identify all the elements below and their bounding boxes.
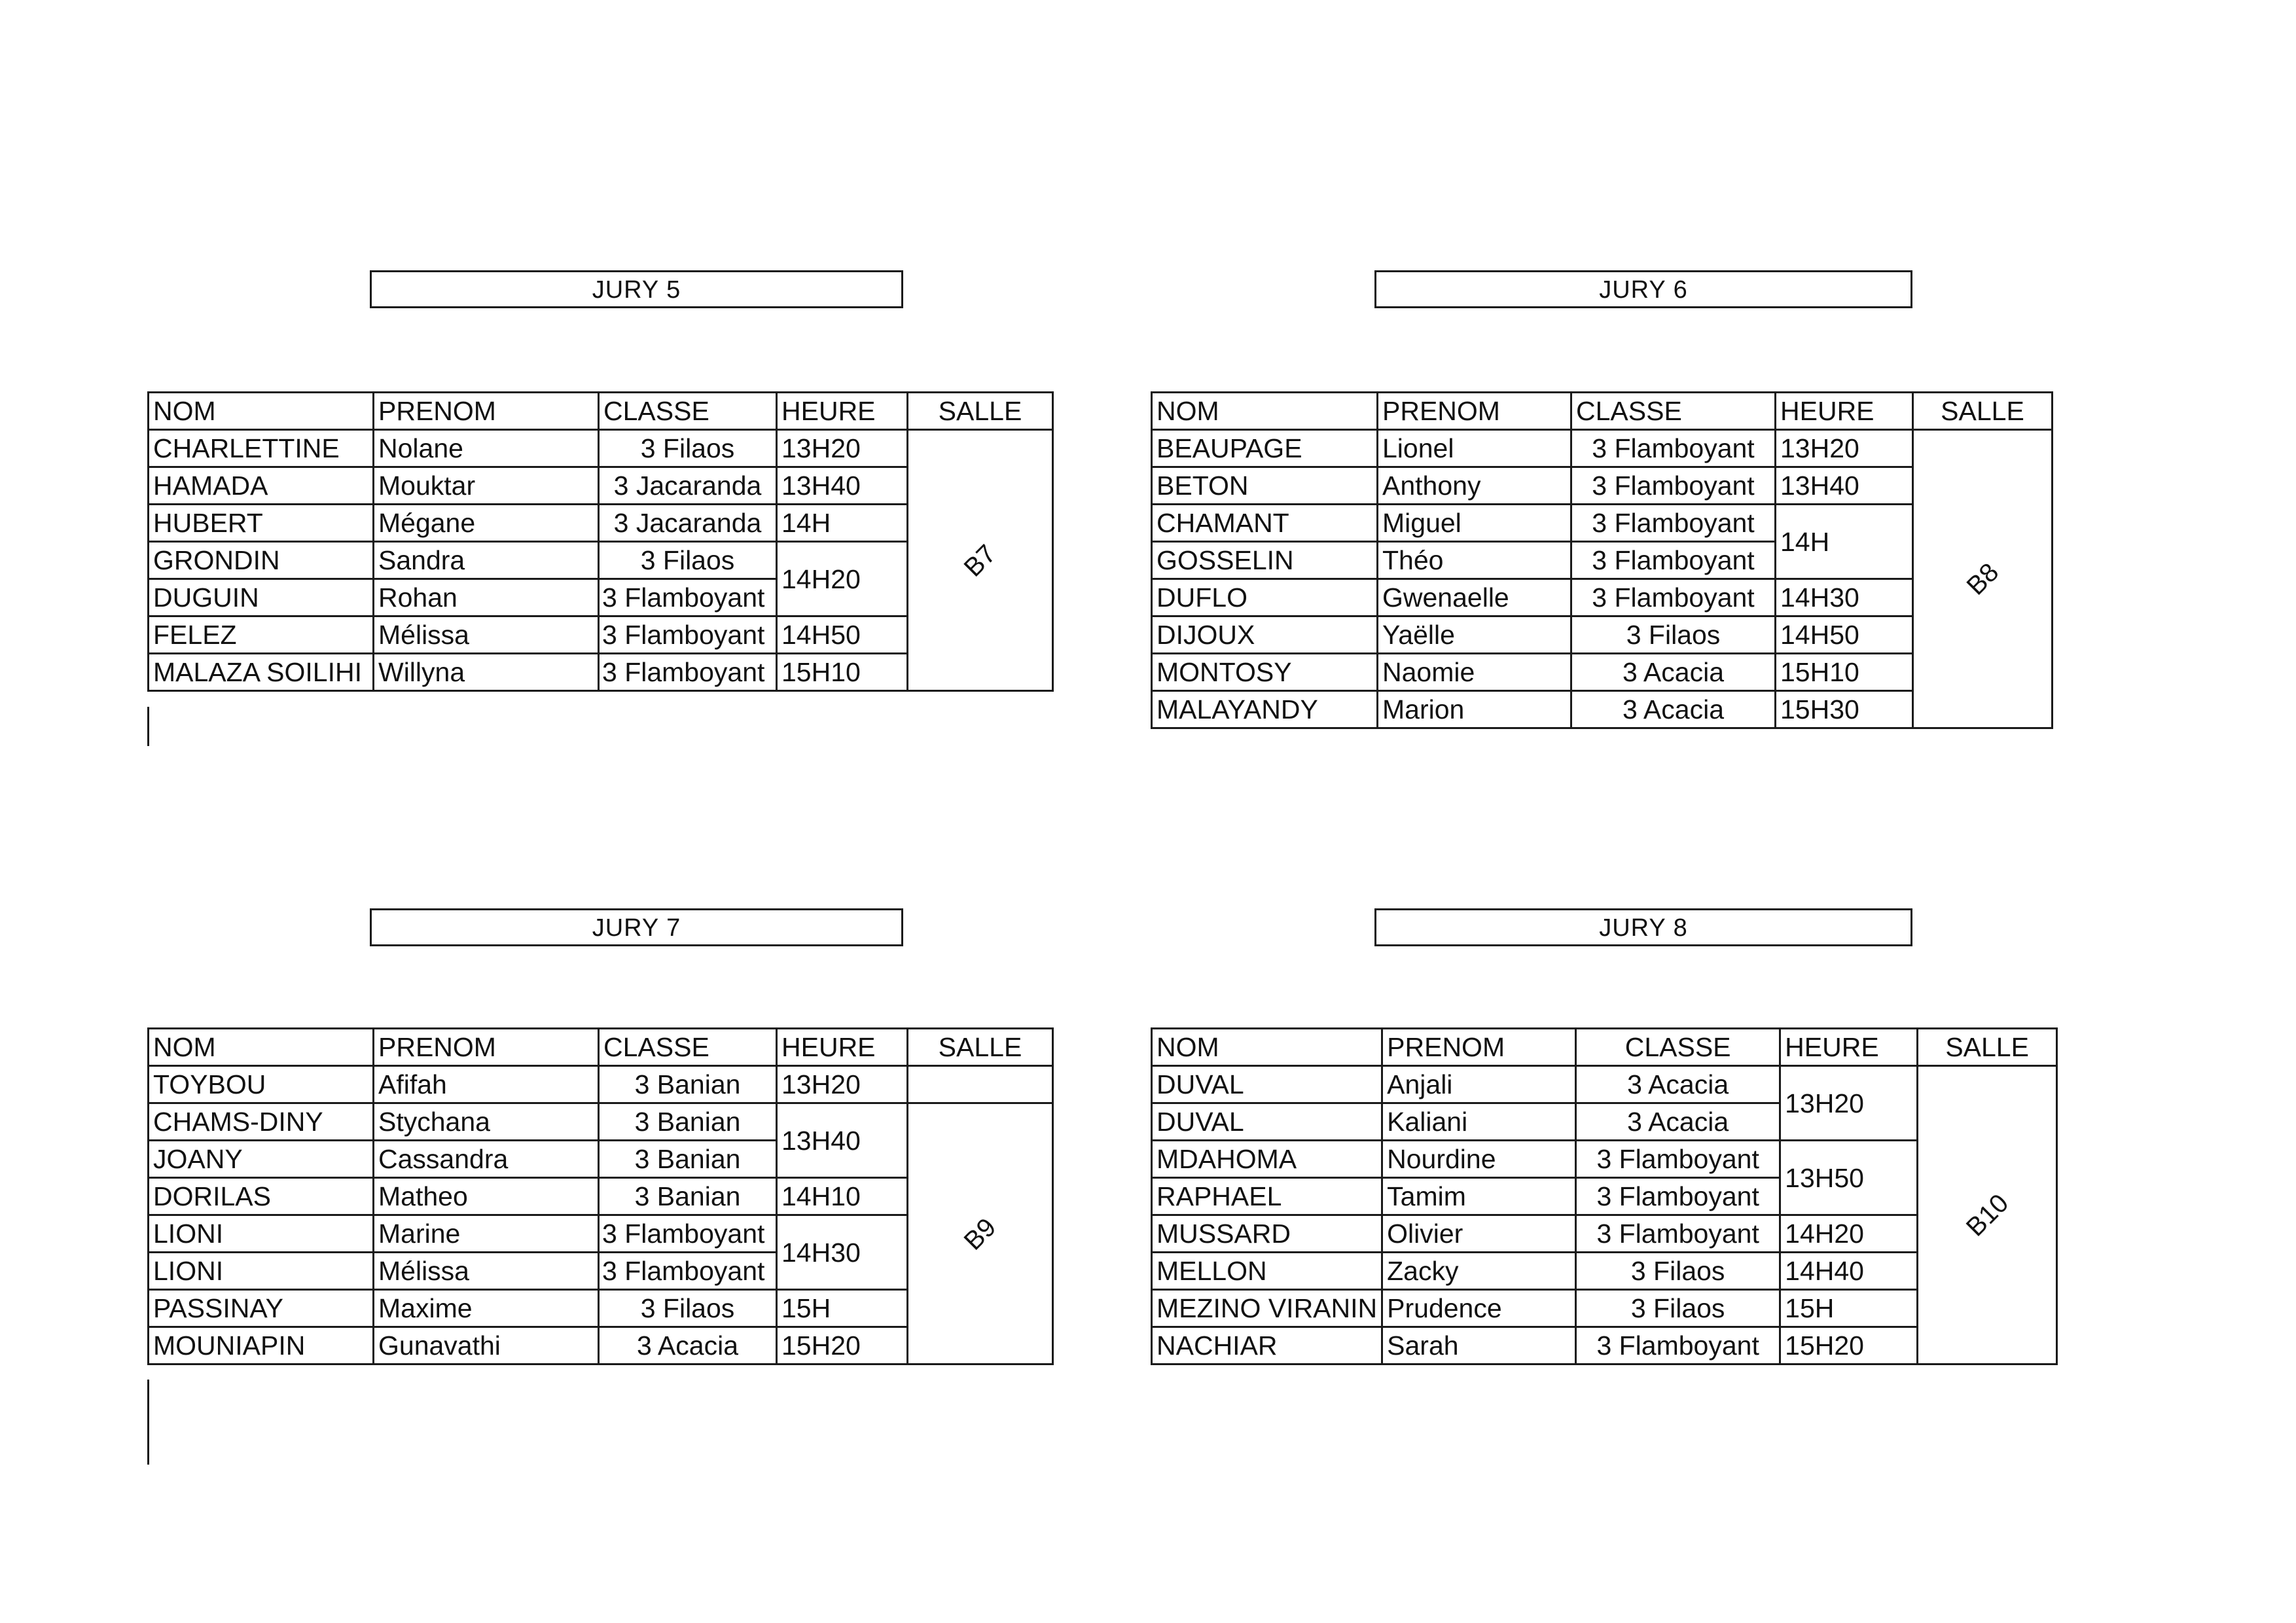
cell-heure: 14H20 (777, 542, 908, 616)
cell-nom: MDAHOMA (1152, 1141, 1382, 1178)
cell-classe: 3 Banian (599, 1066, 777, 1103)
cell-classe: 3 Acacia (1571, 654, 1776, 691)
cell-prenom: Mélissa (374, 1253, 599, 1290)
cell-classe: 3 Filaos (1576, 1290, 1780, 1327)
cell-prenom: Willyna (374, 654, 599, 691)
header-prenom: PRENOM (1378, 393, 1571, 430)
table-row (1152, 1066, 2057, 1103)
header-salle: SALLE (1913, 393, 2053, 430)
cell-nom: HAMADA (149, 467, 374, 505)
cell-nom: FELEZ (149, 616, 374, 654)
cell-prenom: Rohan (374, 579, 599, 616)
cell-nom: MONTOSY (1152, 654, 1378, 691)
cell-prenom: Mouktar (374, 467, 599, 505)
jury-7-table-wrap (147, 1027, 1054, 1365)
cell-classe: 3 Jacaranda (599, 467, 777, 505)
table-border-line (147, 1380, 149, 1465)
cell-classe: 3 Banian (599, 1178, 777, 1215)
cell-classe: 3 Flamboyant (1571, 579, 1776, 616)
jury-7-table (147, 1027, 1054, 1365)
cell-classe: 3 Acacia (1576, 1066, 1780, 1103)
cell-prenom: Mélissa (374, 616, 599, 654)
cell-nom: JOANY (149, 1141, 374, 1178)
cell-classe: 3 Banian (599, 1141, 777, 1178)
cell-classe: 3 Flamboyant (1576, 1327, 1780, 1364)
cell-heure: 13H50 (1780, 1141, 1918, 1215)
header-nom: NOM (1152, 393, 1378, 430)
header-salle: SALLE (1918, 1029, 2057, 1066)
cell-heure: 15H10 (1776, 654, 1913, 691)
jury-5-table (147, 391, 1054, 692)
cell-classe: 3 Flamboyant (1576, 1215, 1780, 1253)
cell-prenom: Miguel (1378, 505, 1571, 542)
cell-prenom: Nolane (374, 430, 599, 467)
header-classe: CLASSE (1571, 393, 1776, 430)
cell-heure: 13H40 (1776, 467, 1913, 505)
header-classe: CLASSE (599, 393, 777, 430)
cell-nom: CHAMANT (1152, 505, 1378, 542)
cell-classe: 3 Flamboyant (599, 654, 777, 691)
cell-heure: 13H20 (1780, 1066, 1918, 1141)
cell-salle (1913, 430, 2053, 728)
cell-classe: 3 Flamboyant (599, 1215, 777, 1253)
header-prenom: PRENOM (374, 393, 599, 430)
cell-heure: 14H50 (777, 616, 908, 654)
cell-nom: MALAZA SOILIHI (149, 654, 374, 691)
cell-classe: 3 Acacia (1571, 691, 1776, 728)
cell-heure: 14H40 (1780, 1253, 1918, 1290)
jury-6-title: JURY 6 (1374, 270, 1912, 308)
jury-5-table-wrap (147, 391, 1054, 692)
cell-classe: 3 Filaos (1576, 1253, 1780, 1290)
cell-nom: BETON (1152, 467, 1378, 505)
cell-prenom: Théo (1378, 542, 1571, 579)
cell-nom: MOUNIAPIN (149, 1327, 374, 1364)
cell-prenom: Olivier (1382, 1215, 1576, 1253)
cell-nom: DUFLO (1152, 579, 1378, 616)
cell-prenom: Matheo (374, 1178, 599, 1215)
header-heure: HEURE (777, 1029, 908, 1066)
cell-nom: DORILAS (149, 1178, 374, 1215)
cell-prenom: Anthony (1378, 467, 1571, 505)
table-row (1152, 430, 2053, 467)
cell-nom: DIJOUX (1152, 616, 1378, 654)
cell-nom: LIONI (149, 1215, 374, 1253)
cell-prenom: Afifah (374, 1066, 599, 1103)
cell-classe: 3 Flamboyant (1571, 467, 1776, 505)
cell-heure: 15H10 (777, 654, 908, 691)
cell-heure: 14H (777, 505, 908, 542)
cell-heure: 15H (777, 1290, 908, 1327)
cell-prenom: Yaëlle (1378, 616, 1571, 654)
cell-heure: 14H (1776, 505, 1913, 579)
cell-nom: RAPHAEL (1152, 1178, 1382, 1215)
jury-8-table-wrap (1151, 1027, 2058, 1365)
salle-label: B7 (958, 539, 1002, 582)
cell-classe: 3 Flamboyant (1576, 1178, 1780, 1215)
cell-heure: 14H20 (1780, 1215, 1918, 1253)
cell-prenom: Lionel (1378, 430, 1571, 467)
cell-nom: NACHIAR (1152, 1327, 1382, 1364)
cell-salle (908, 1103, 1053, 1364)
jury-7-title: JURY 7 (370, 908, 903, 946)
cell-classe: 3 Filaos (599, 430, 777, 467)
cell-prenom: Sarah (1382, 1327, 1576, 1364)
cell-heure: 14H30 (777, 1215, 908, 1290)
cell-prenom: Gwenaelle (1378, 579, 1571, 616)
cell-heure: 15H20 (777, 1327, 908, 1364)
cell-prenom: Naomie (1378, 654, 1571, 691)
cell-salle (1918, 1066, 2057, 1364)
cell-prenom: Stychana (374, 1103, 599, 1141)
cell-heure: 15H30 (1776, 691, 1913, 728)
cell-heure: 13H40 (777, 467, 908, 505)
cell-prenom: Sandra (374, 542, 599, 579)
header-prenom: PRENOM (374, 1029, 599, 1066)
cell-prenom: Prudence (1382, 1290, 1576, 1327)
cell-nom: MEZINO VIRANIN (1152, 1290, 1382, 1327)
header-salle: SALLE (908, 393, 1053, 430)
cell-prenom: Maxime (374, 1290, 599, 1327)
cell-classe: 3 Acacia (1576, 1103, 1780, 1141)
cell-nom: MUSSARD (1152, 1215, 1382, 1253)
cell-nom: MALAYANDY (1152, 691, 1378, 728)
cell-heure: 14H30 (1776, 579, 1913, 616)
table-header-row (1152, 393, 2053, 430)
cell-classe: 3 Filaos (1571, 616, 1776, 654)
cell-classe: 3 Flamboyant (1571, 542, 1776, 579)
cell-heure: 14H10 (777, 1178, 908, 1215)
cell-classe: 3 Banian (599, 1103, 777, 1141)
cell-classe: 3 Jacaranda (599, 505, 777, 542)
table-header-row (1152, 1029, 2057, 1066)
cell-prenom: Zacky (1382, 1253, 1576, 1290)
cell-prenom: Tamim (1382, 1178, 1576, 1215)
cell-salle-empty (908, 1066, 1053, 1103)
jury-6-table (1151, 391, 2053, 729)
cell-prenom: Gunavathi (374, 1327, 599, 1364)
jury-8-table (1151, 1027, 2058, 1365)
cell-classe: 3 Flamboyant (599, 1253, 777, 1290)
table-row (149, 1066, 1053, 1103)
cell-heure: 13H20 (777, 430, 908, 467)
table-header-row (149, 1029, 1053, 1066)
cell-nom: GRONDIN (149, 542, 374, 579)
header-nom: NOM (149, 1029, 374, 1066)
cell-nom: GOSSELIN (1152, 542, 1378, 579)
cell-heure: 13H40 (777, 1103, 908, 1178)
cell-classe: 3 Flamboyant (599, 616, 777, 654)
cell-heure: 15H20 (1780, 1327, 1918, 1364)
cell-nom: DUGUIN (149, 579, 374, 616)
cell-prenom: Cassandra (374, 1141, 599, 1178)
jury-6-table-wrap (1151, 391, 2053, 729)
table-row (149, 430, 1053, 467)
cell-prenom: Nourdine (1382, 1141, 1576, 1178)
cell-prenom: Anjali (1382, 1066, 1576, 1103)
cell-classe: 3 Filaos (599, 542, 777, 579)
cell-nom: DUVAL (1152, 1066, 1382, 1103)
cell-nom: MELLON (1152, 1253, 1382, 1290)
cell-prenom: Mégane (374, 505, 599, 542)
header-classe: CLASSE (1576, 1029, 1780, 1066)
cell-nom: CHAMS-DINY (149, 1103, 374, 1141)
table-header-row (149, 393, 1053, 430)
salle-label: B9 (958, 1212, 1002, 1256)
header-heure: HEURE (1776, 393, 1913, 430)
cell-classe: 3 Flamboyant (1571, 430, 1776, 467)
cell-heure: 14H50 (1776, 616, 1913, 654)
table-border-line (147, 707, 149, 746)
jury-8-title: JURY 8 (1374, 908, 1912, 946)
cell-nom: HUBERT (149, 505, 374, 542)
header-heure: HEURE (777, 393, 908, 430)
cell-prenom: Marine (374, 1215, 599, 1253)
cell-prenom: Kaliani (1382, 1103, 1576, 1141)
header-nom: NOM (149, 393, 374, 430)
cell-nom: CHARLETTINE (149, 430, 374, 467)
cell-nom: PASSINAY (149, 1290, 374, 1327)
cell-heure: 15H (1780, 1290, 1918, 1327)
cell-classe: 3 Flamboyant (599, 579, 777, 616)
cell-classe: 3 Flamboyant (1576, 1141, 1780, 1178)
salle-label: B10 (1960, 1188, 2014, 1242)
cell-classe: 3 Flamboyant (1571, 505, 1776, 542)
header-salle: SALLE (908, 1029, 1053, 1066)
cell-heure: 13H20 (1776, 430, 1913, 467)
cell-classe: 3 Acacia (599, 1327, 777, 1364)
header-prenom: PRENOM (1382, 1029, 1576, 1066)
cell-nom: DUVAL (1152, 1103, 1382, 1141)
jury-5-title: JURY 5 (370, 270, 903, 308)
cell-nom: LIONI (149, 1253, 374, 1290)
header-nom: NOM (1152, 1029, 1382, 1066)
table-row (149, 1103, 1053, 1141)
cell-classe: 3 Filaos (599, 1290, 777, 1327)
cell-nom: TOYBOU (149, 1066, 374, 1103)
salle-label: B8 (1961, 558, 2004, 601)
header-classe: CLASSE (599, 1029, 777, 1066)
cell-heure: 13H20 (777, 1066, 908, 1103)
cell-nom: BEAUPAGE (1152, 430, 1378, 467)
header-heure: HEURE (1780, 1029, 1918, 1066)
cell-salle (908, 430, 1053, 691)
cell-prenom: Marion (1378, 691, 1571, 728)
